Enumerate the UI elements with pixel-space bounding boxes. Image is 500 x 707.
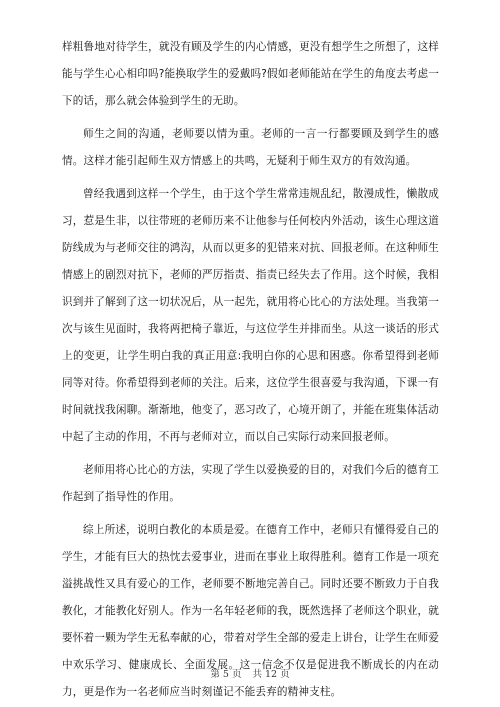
paragraph-3: 曾经我遇到这样一个学生，由于这个学生常常违规乱纪，散漫成性，懒散成习，惹是生非，以往带班的老师历来不让他参与任何校内外活动，该生心理这道防线成为与老师交往的鸿沟，从而以更多的犯错来对抗、回报老师。在这种师生情感上的剧烈对抗下，老师的严厉指责、指责已经失去了作用。这个时候，我相识到并了解到了这一切状况后，从一起先，就用将心比心的方法处理。当我第一次与该生见面时，我将两把椅子靠近，与这位学生并排而坐。从这一谈话的形式上的变更，让学生明白我的真正用意:我明白你的心思和困惑。你希望得到老师同等对待。你希望得到老师的关注。后来，这位学生很喜爱与我沟通，下课一有时间就找我闲聊。渐渐地，他变了，恶习改了，心境开朗了，并能在班集体活动中起了主动的作用，不再与老师对立，而以自己实际行动来回报老师。 — [62, 188, 439, 443]
page-number-current: 第 5 页 — [210, 669, 242, 680]
paragraph-5: 综上所述，说明白教化的本质是爱。在德育工作中，老师只有懂得爱自己的学生，才能有巨大的热忱去爱事业，进而在事业上取得胜利。德育工作是一项充溢挑战性又具有爱心的工作，老师要不断地完善自己。同时还要不断致力于自我教化，才能教化好别人。作为一名年轻老师的我，既然选择了老师这个职业，就要怀着一颗为学生无私奉献的心，带着对学生全部的爱走上讲台，让学生在师爱中欢乐学习、健康成长、全面发展。这一信念不仅是促进我不断成长的内在动力，更是作为一名老师应当时刻谨记不能丢弃的精神支柱。 — [62, 524, 439, 698]
paragraph-2: 师生之间的沟通，老师要以情为重。老师的一言一行都要顾及到学生的感情。这样才能引起师生双方情感上的共鸣，无疑利于师生双方的有效沟通。 — [62, 128, 439, 167]
paragraph-4: 老师用将心比心的方法，实现了学生以爱换爱的目的，对我们今后的德育工作起到了指导性的作用。 — [62, 464, 439, 503]
page-footer — [0, 666, 500, 680]
paragraph-1: 样粗鲁地对待学生，就没有顾及学生的内心情感，更没有想学生之所想了，这样能与学生心心相印吗?能换取学生的爱戴吗?假如老师能站在学生的角度去考虑一下的话，那么就会体验到学生的无助。 — [62, 41, 439, 107]
page-number-total: 共 12 页 — [252, 669, 290, 680]
document-body — [62, 34, 439, 706]
